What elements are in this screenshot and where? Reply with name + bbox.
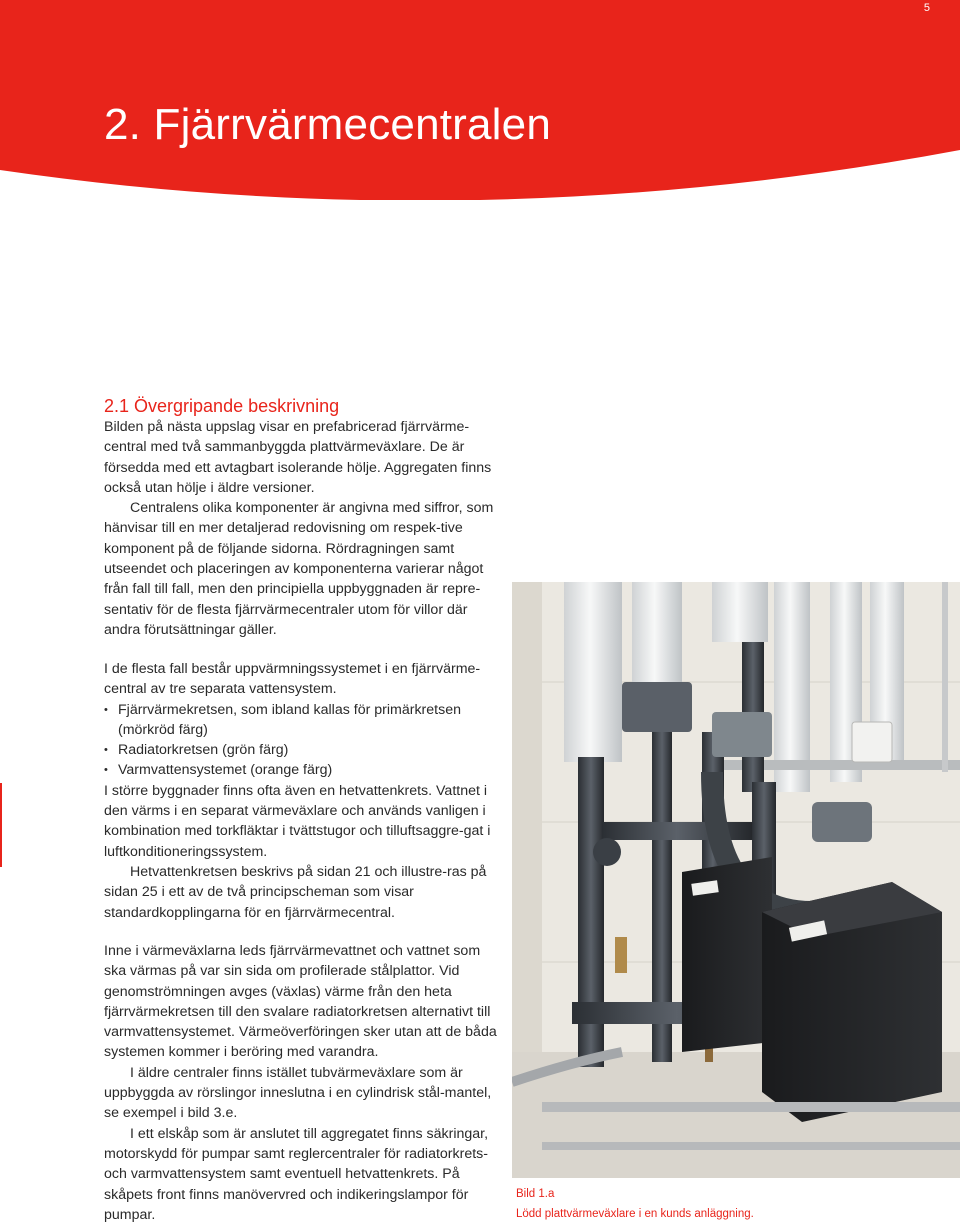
page-number: 5 xyxy=(923,2,930,14)
overview-paragraph-2: Centralens olika komponenter är angivna med siffror, som hänvisar till en mer detaljerad redovisning om respek-tive komponent på de följande sidorna. Rördragningen samt utseendet och placeringen av komponenterna varierar något från fall till fall, men den principiella uppbyggnaden är repre-sentativ för de flesta fjärrvärmecentraler utom för villor där andra förutsättningar gäller. xyxy=(104,500,494,638)
list-item: • Fjärrvärmekretsen, som ibland kallas för primärkretsen (mörkröd färg) xyxy=(104,700,499,741)
chapter-title: 2. Fjärrvärmecentralen xyxy=(104,100,551,149)
figure-label: Bild 1.a xyxy=(516,1188,555,1200)
list-item: • Radiatorkretsen (grön färg) xyxy=(104,740,499,760)
section-heading: 2.1 Övergripande beskrivning xyxy=(104,396,340,416)
systems-hetvatten-paragraph: I större byggnader finns ofta även en hetvattenkrets. Vattnet i den värms i en separat värmeväxlare och används vanligen i kombination med torkfläktar i tvättstugor och tilluftsaggre-gat i luftkonditioneringssystem. xyxy=(104,782,491,860)
section-water-systems xyxy=(104,659,499,923)
hetvatten-reference: Hetvattenkretsen beskrivs på sidan 21 och illustre-ras på sidan 25 i ett av de två principscheman som visar standardkopplingarna för en fjärrvärmecentral. xyxy=(104,863,487,921)
section-overview xyxy=(104,395,499,640)
exchangers-paragraph-2: I äldre centraler finns istället tubvärmeväxlare som är uppbyggda av rörslingor inneslutna i en cylindrisk stål-mantel, se exempel i bild 3.e. xyxy=(104,1064,492,1122)
margin-marker xyxy=(0,783,2,867)
systems-list xyxy=(104,700,499,781)
exchangers-paragraph-3: I ett elskåp som är anslutet till aggregatet finns säkringar, motorskydd för pumpar samt reglercentraler för radiatorkrets- och varmvattensystem samt eventuell hetvattenkrets. På skåpets front finns manövervred och indikeringslampor för pumpar. xyxy=(104,1125,489,1223)
overview-paragraph-1: Bilden på nästa uppslag visar en prefabricerad fjärrvärme-central med två sammanbyggda plattvärmeväxlare. De är försedda med ett avtagbart isolerande hölje. Aggregaten finns också utan hölje i äldre versioner. xyxy=(104,419,492,496)
installation-photo xyxy=(512,582,960,1178)
systems-intro: I de flesta fall består uppvärmningssystemet i en fjärrvärme-central av tre separata vattensystem. xyxy=(104,661,481,698)
figure-caption xyxy=(516,1184,754,1224)
exchangers-paragraph-1: Inne i värmeväxlarna leds fjärrvärmevattnet och vattnet som ska värmas på var sin sida om profilerade stålplattor. Vid genomströmningen avges (växlas) värme från den heta fjärrvärmekretsen till den svalare radiatorkretsen alternativt till varmvattensystemet. Värmeöverföringen sker utan att de båda systemen kommer i beröring med varandra. xyxy=(104,943,497,1061)
list-item: • Varmvattensystemet (orange färg) xyxy=(104,760,499,780)
figure-caption-text: Lödd plattvärmeväxlare i en kunds anläggning. xyxy=(516,1208,754,1220)
section-exchangers xyxy=(104,941,499,1225)
